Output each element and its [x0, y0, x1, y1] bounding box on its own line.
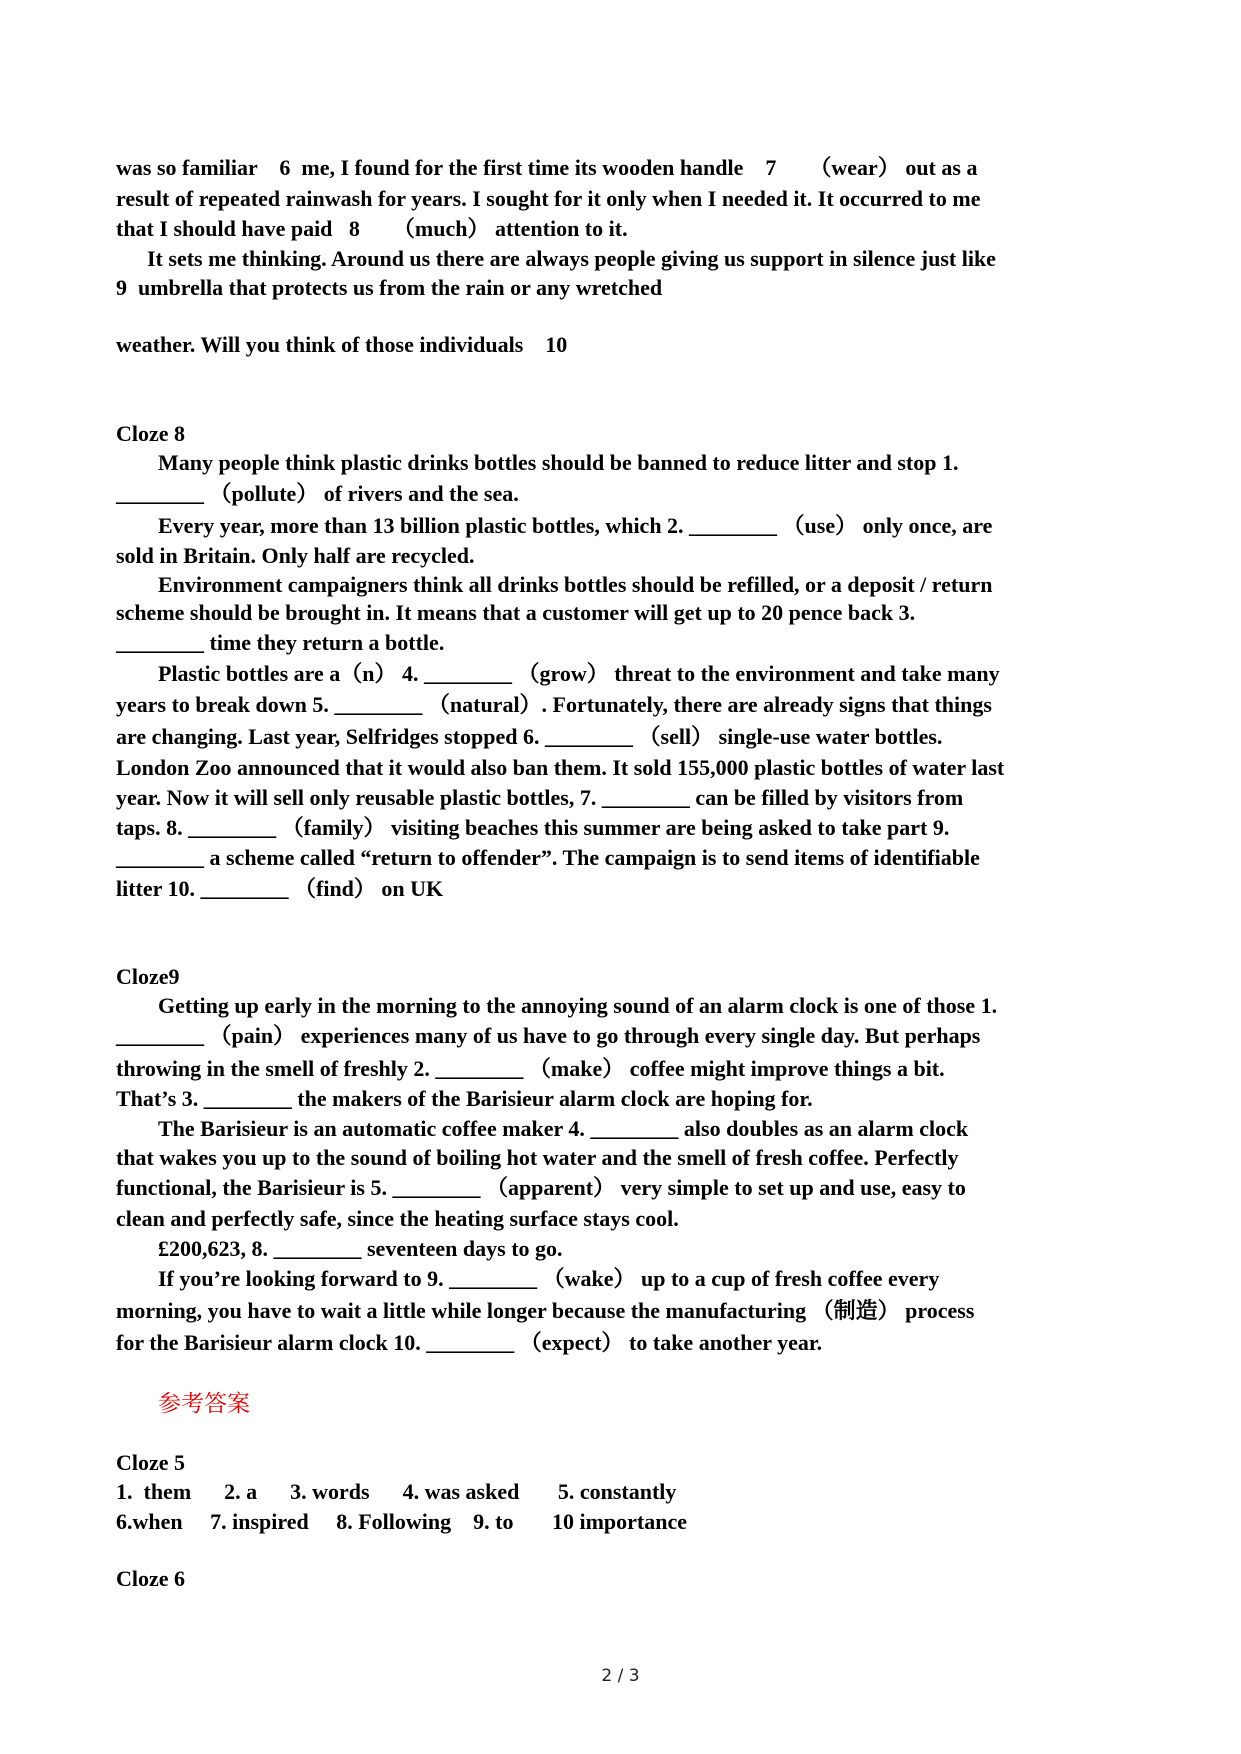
cloze8-line: scheme should be brought in. It means that a customer will get up to 20 pence back 3. [116, 600, 916, 625]
cloze9-line: functional, the Barisieur is 5. ________ （apparent） very simple to set up and use, easy to [116, 1175, 966, 1200]
cloze8-line: Plastic bottles are a（n） 4. ________ （grow） threat to the environment and take many [158, 661, 1000, 686]
cloze8-line: years to break down 5. ________ （natural）. Fortunately, there are already signs that things [116, 692, 992, 717]
cloze9-line: £200,623, 8. ________ seventeen days to go. [158, 1236, 563, 1261]
cloze9-line: That’s 3. ________ the makers of the Barisieur alarm clock are hoping for. [116, 1086, 813, 1111]
cloze7-line-3: that I should have paid 8 （much） attention to it. [116, 216, 628, 241]
cloze9-heading: Cloze9 [116, 964, 180, 989]
cloze9-line: ________ （pain） experiences many of us have to go through every single day. But perhaps [116, 1023, 981, 1048]
page-number: 2 / 3 [601, 1666, 640, 1686]
cloze9-line: for the Barisieur alarm clock 10. ________ （expect） to take another year. [116, 1330, 823, 1355]
answers-cloze6-heading: Cloze 6 [116, 1566, 186, 1591]
answers-cloze5-heading: Cloze 5 [116, 1450, 186, 1475]
cloze9-line: If you’re looking forward to 9. ________ （wake） up to a cup of fresh coffee every [158, 1266, 940, 1291]
cloze9-line: that wakes you up to the sound of boiling hot water and the smell of fresh coffee. Perfectly [116, 1145, 959, 1170]
cloze9-line: morning, you have to wait a little while longer because the manufacturing （制造） process [116, 1298, 975, 1323]
cloze8-line: sold in Britain. Only half are recycled. [116, 543, 475, 568]
cloze7-line-2: result of repeated rainwash for years. I sought for it only when I needed it. It occurred to me [116, 186, 981, 211]
cloze8-line: are changing. Last year, Selfridges stopped 6. ________ （sell） single-use water bottles. [116, 724, 943, 749]
cloze8-line: Environment campaigners think all drinks bottles should be refilled, or a deposit / return [158, 572, 993, 597]
cloze8-line: ________ time they return a bottle. [116, 630, 445, 655]
cloze7-line-4: It sets me thinking. Around us there are always people giving us support in silence just like [147, 246, 996, 271]
cloze8-heading: Cloze 8 [116, 421, 186, 446]
answers-title: 参考答案 [158, 1391, 250, 1416]
answers-cloze5-row: 6.when 7. inspired 8. Following 9. to 10 importance [116, 1509, 688, 1534]
cloze8-line: litter 10. ________ （find） on UK [116, 876, 444, 901]
cloze8-line: ________ （pollute） of rivers and the sea. [116, 481, 519, 506]
cloze8-line: ________ a scheme called “return to offender”. The campaign is to send items of identifiable [116, 845, 980, 870]
answers-cloze5-row: 1. them 2. a 3. words 4. was asked 5. constantly [116, 1479, 677, 1504]
cloze8-line: Many people think plastic drinks bottles should be banned to reduce litter and stop 1. [158, 450, 959, 475]
cloze9-line: clean and perfectly safe, since the heating surface stays cool. [116, 1206, 679, 1231]
cloze8-line: taps. 8. ________ （family） visiting beaches this summer are being asked to take part 9. [116, 815, 950, 840]
cloze9-line: The Barisieur is an automatic coffee maker 4. ________ also doubles as an alarm clock [158, 1116, 969, 1141]
cloze8-line: Every year, more than 13 billion plastic bottles, which 2. ________ （use） only once, are [158, 513, 993, 538]
cloze7-line-6: weather. Will you think of those individuals 10 [116, 332, 568, 357]
cloze8-line: year. Now it will sell only reusable plastic bottles, 7. ________ can be filled by visitors from [116, 785, 964, 810]
cloze9-line: Getting up early in the morning to the annoying sound of an alarm clock is one of those 1. [158, 993, 998, 1018]
cloze8-line: London Zoo announced that it would also ban them. It sold 155,000 plastic bottles of water last [116, 755, 1005, 780]
cloze7-line-5: 9 umbrella that protects us from the rain or any wretched [116, 275, 663, 300]
cloze7-line-1: was so familiar 6 me, I found for the first time its wooden handle 7 （wear） out as a [116, 155, 978, 180]
cloze9-line: throwing in the smell of freshly 2. ________ （make） coffee might improve things a bit. [116, 1056, 945, 1081]
